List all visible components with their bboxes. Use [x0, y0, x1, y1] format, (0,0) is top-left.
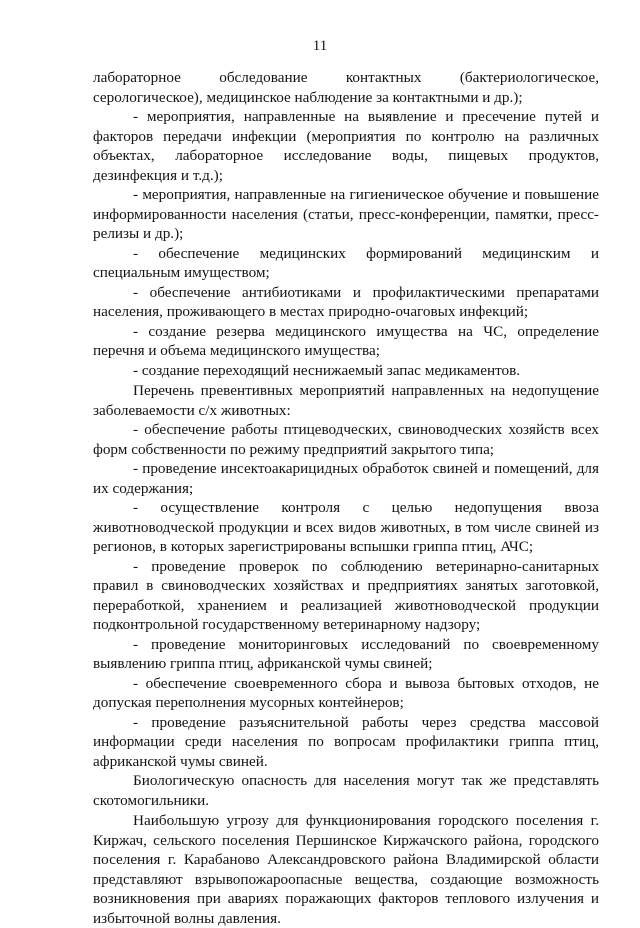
- paragraph-biological-hazard: Биологическую опасность для населения могут так же представлять скотомогильники.: [93, 772, 599, 809]
- list-item-infection-routes: - мероприятия, направленные на выявление и пресечение путей и факторов передачи инфекции (мероприятия по контролю на различных объектах, лабораторное исследование воды, пищевых продуктов, дезинфекция и т.д.);: [93, 108, 599, 184]
- list-item-monitoring: - проведение мониторинговых исследований по своевременному выявлению гриппа птиц, африканской чумы свиней;: [93, 635, 599, 672]
- list-item-import-control: - осуществление контроля с целью недопущения ввоза животноводческой продукции и всех видов животных, в том числе свиней из регионов, в которых зарегистрированы вспышки гриппа птиц, АЧС;: [93, 499, 599, 555]
- list-item-insect-treatment: - проведение инсектоакарицидных обработок свиней и помещений, для их содержания;: [93, 460, 599, 497]
- paragraph-lab-examination: лабораторное обследование контактных (бактериологическое, серологическое), медицинское наблюдение за контактными и др.);: [93, 69, 599, 106]
- list-item-waste-collection: - обеспечение своевременного сбора и вывоза бытовых отходов, не допуская переполнения мусорных контейнеров;: [93, 674, 599, 711]
- list-item-closed-farms: - обеспечение работы птицеводческих, свиноводческих хозяйств всех форм собственности по режиму предприятий закрытого типа;: [93, 421, 599, 458]
- list-item-medical-supply: - обеспечение медицинских формирований медицинским и специальным имуществом;: [93, 244, 599, 281]
- list-item-hygiene-education: - мероприятия, направленные на гигиеническое обучение и повышение информированности населения (статьи, пресс-конференции, памятки, пресс-релизы и др.);: [93, 186, 599, 242]
- list-item-medical-reserve: - создание резерва медицинского имущества на ЧС, определение перечня и объема медицинского имущества;: [93, 322, 599, 359]
- list-item-antibiotics: - обеспечение антибиотиками и профилактическими препаратами населения, проживающего в местах природно-очаговых инфекций;: [93, 283, 599, 320]
- list-item-sanitary-inspections: - проведение проверок по соблюдению ветеринарно-санитарных правил в свиноводческих хозяйствах и предприятиях занятых заготовкой, переработкой, хранением и реализацией животноводческой продукции подконтрольной государственному ветеринарному надзору;: [93, 557, 599, 633]
- list-item-medication-stock: - создание переходящий неснижаемый запас медикаментов.: [133, 361, 521, 379]
- page-number: 11: [312, 38, 328, 54]
- list-item-public-awareness: - проведение разъяснительной работы через средства массовой информации среди населения по вопросам профилактики гриппа птиц, африканской чумы свиней.: [93, 713, 599, 770]
- document-body: [93, 68, 599, 928]
- paragraph-main-threat: Наибольшую угрозу для функционирования городского поселения г. Киржач, сельского поселения Першинское Киржачского района, городского поселения г. Карабаново Александровского района Владимирской области представляют взрывопожароопасные вещества, создающие возможность возникновения при авариях поражающих факторов теплового излучения и избыточной волны давления.: [93, 812, 599, 927]
- paragraph-preventive-measures-heading: Перечень превентивных мероприятий направленных на недопущение заболеваемости с/х животных:: [93, 382, 599, 419]
